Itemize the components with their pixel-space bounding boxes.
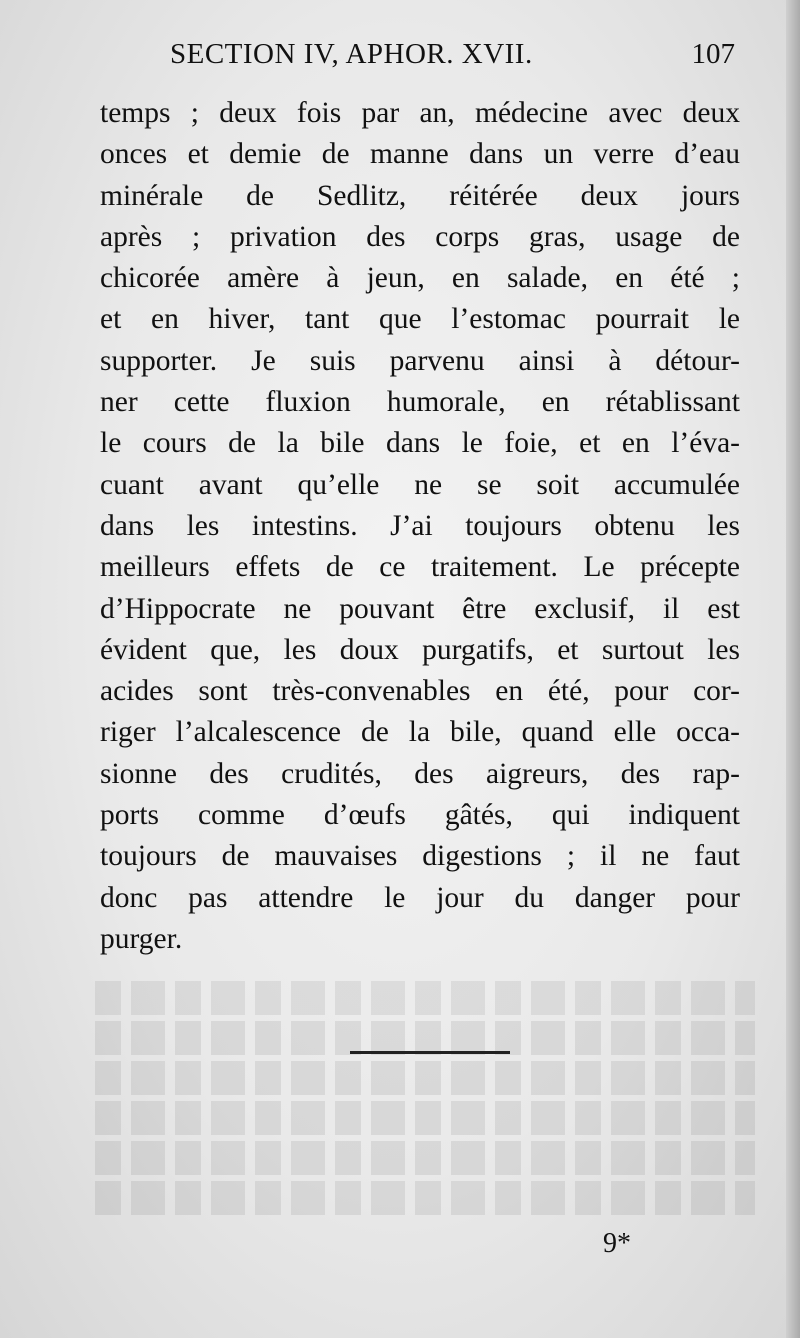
text-line: sionne des crudités, des aigreurs, des rap-	[100, 757, 740, 790]
page-number: 107	[691, 38, 735, 70]
running-header-title: SECTION IV, APHOR. XVII.	[170, 38, 533, 70]
text-line: après ; privation des corps gras, usage de	[100, 220, 740, 253]
text-line: toujours de mauvaises digestions ; il ne faut	[100, 840, 740, 873]
text-line: cuant avant qu’elle ne se soit accumulée	[100, 468, 740, 501]
text-line: temps ; deux fois par an, médecine avec deux	[100, 97, 740, 129]
page-edge-shadow	[786, 0, 800, 1338]
running-header	[170, 38, 735, 86]
text-line: minérale de Sedlitz, réitérée deux jours	[100, 179, 740, 212]
signature-mark: 9*	[603, 1228, 631, 1259]
text-line: évident que, les doux purgatifs, et surtout les	[100, 633, 740, 666]
text-line: onces et demie de manne dans un verre d’eau	[100, 138, 740, 171]
text-line: ports comme d’œufs gâtés, qui indiquent	[100, 799, 740, 832]
text-line: chicorée amère à jeun, en salade, en été ;	[100, 262, 740, 295]
text-line: d’Hippocrate ne pouvant être exclusif, il est	[100, 592, 740, 625]
body-text	[100, 93, 740, 960]
text-line: le cours de la bile dans le foie, et en l’éva-	[100, 427, 740, 460]
text-line: meilleurs effets de ce traitement. Le précepte	[100, 551, 740, 584]
text-line-last: purger.	[100, 922, 183, 955]
text-line: riger l’alcalescence de la bile, quand elle occa-	[100, 716, 740, 749]
text-line: supporter. Je suis parvenu ainsi à détour-	[100, 344, 740, 377]
text-line: dans les intestins. J’ai toujours obtenu les	[100, 509, 740, 542]
text-line: ner cette fluxion humorale, en rétablissant	[100, 386, 740, 419]
text-line: acides sont très-convenables en été, pour cor-	[100, 675, 740, 708]
text-line: donc pas attendre le jour du danger pour	[100, 881, 740, 914]
text-line: et en hiver, tant que l’estomac pourrait le	[100, 303, 740, 336]
bleed-through-shadow	[95, 945, 755, 1215]
section-divider-rule	[350, 1051, 510, 1054]
